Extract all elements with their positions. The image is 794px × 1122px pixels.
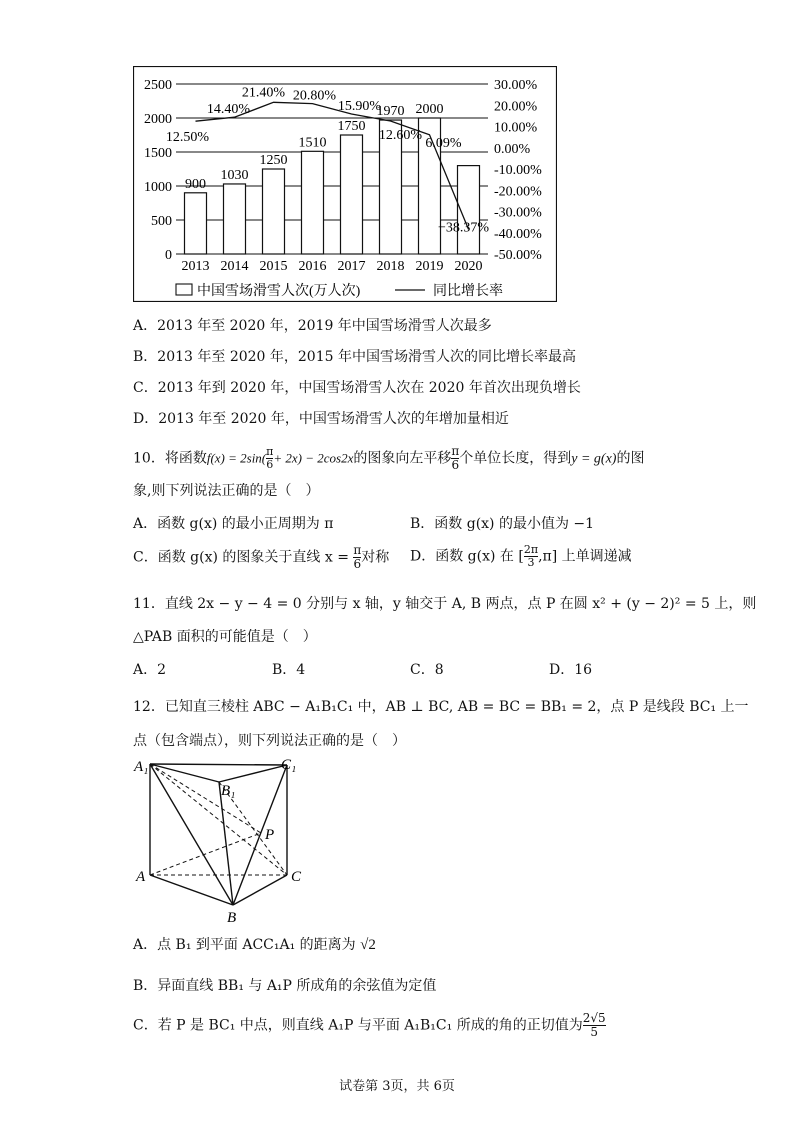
x-tick-label: 2019: [415, 259, 444, 274]
edge-a1-b1: [150, 764, 219, 782]
q10-option-c-post: 对称: [361, 549, 390, 566]
q10-func2: + 2x) − 2cos2x: [273, 450, 354, 466]
q10-number: 10．: [133, 450, 165, 467]
y-left-tick-label: 1000: [144, 180, 172, 195]
q10-option-d-text: D．函数 g(x) 在 [: [410, 548, 524, 565]
q10-text4: 的图: [616, 450, 645, 467]
q12-option-c: [133, 1012, 606, 1046]
x-tick-label: 2020: [454, 259, 483, 274]
q10-frac2: $\frac{\pi}{6}$: [451, 444, 460, 472]
label-b: B: [227, 910, 237, 925]
y-right-tick-label: -20.00%: [494, 184, 542, 200]
bar-line-chart: [133, 66, 557, 302]
y-right-tick-label: -10.00%: [494, 163, 542, 178]
q12-option-c-text: C．若 P 是 BC₁ 中点，则直线 A₁P 与平面 A₁B₁C₁ 所成的角的正切值为: [133, 1017, 583, 1034]
y-right-tick-label: -40.00%: [494, 226, 542, 242]
line-value-label: 14.40%: [206, 102, 251, 118]
label-c: C: [291, 869, 302, 885]
prism-figure: [133, 755, 323, 925]
bar-value-label: 1750: [337, 119, 366, 134]
q10-option-a: A．函数 g(x) 的最小正周期为 π: [133, 516, 334, 532]
y-right-tick-label: 30.00%: [494, 78, 538, 93]
legend-line-label: 同比增长率: [433, 284, 503, 299]
legend-bar-label: 中国雪场滑雪人次(万人次): [197, 284, 361, 299]
edge-b-c1: [233, 765, 287, 905]
bar-value-label: 1030: [220, 167, 249, 183]
q10-option-c-frac: $\frac{\pi}{6}$: [353, 543, 362, 571]
label-p: P: [265, 827, 275, 843]
q11-option-b: B．4: [272, 662, 306, 678]
edge-b-c: [233, 875, 287, 905]
q12-option-c-frac: $\frac{2√5}{5}$: [582, 1011, 606, 1039]
edge-b1-c1: [219, 765, 287, 782]
q12-option-a: [133, 935, 376, 955]
line-value-label: 15.90%: [337, 98, 382, 114]
bar: [341, 135, 363, 254]
bar-value-label: 1250: [259, 153, 288, 168]
edge-a1-p-dashed: [150, 764, 261, 833]
y-left-tick-label: 2000: [144, 112, 172, 127]
q11-option-a: A．2: [133, 662, 167, 678]
line-value-label: 21.40%: [241, 85, 286, 101]
legend-bar-swatch: [176, 284, 192, 295]
q12-line2: 点（包含端点），则下列说法正确的是（ ）: [133, 733, 406, 749]
bar: [263, 169, 285, 254]
line-value-label: 12.50%: [165, 130, 210, 146]
y-right-tick-label: 10.00%: [494, 120, 538, 136]
q11-line1: 11．直线 2x − y − 4 = 0 分别与 x 轴，y 轴交于 A, B 两点，点 P 在圆 x² + (y − 2)² = 5 上，则: [133, 596, 757, 612]
q10-line1: [133, 445, 644, 475]
y-right-tick-label: -50.00%: [494, 248, 542, 263]
x-tick-label: 2015: [259, 259, 288, 274]
x-tick-label: 2016: [298, 259, 327, 274]
y-right-tick-label: 0.00%: [494, 141, 531, 157]
q9-option-a: A．2013 年至 2020 年，2019 年中国雪场滑雪人次最多: [133, 318, 492, 334]
bar: [224, 184, 246, 254]
y-left-tick-label: 0: [165, 248, 172, 263]
q10-option-b: B．函数 g(x) 的最小值为 −1: [410, 516, 595, 532]
q10-func: f(x) = 2sin(: [206, 450, 267, 466]
q10-frac1: $\frac{\pi}{6}$: [266, 445, 274, 471]
line-value-label: −38.37%: [437, 220, 490, 236]
bar-value-label: 1970: [376, 104, 405, 120]
bar-value-label: 1510: [298, 135, 327, 151]
y-left-tick-label: 500: [151, 214, 172, 229]
x-tick-label: 2018: [376, 259, 405, 274]
q11-line2: △PAB 面积的可能值是（ ）: [133, 629, 317, 645]
line-value-label: 12.60%: [378, 127, 423, 143]
y-left-tick-label: 1500: [144, 146, 172, 161]
q12-line1: 12．已知直三棱柱 ABC − A₁B₁C₁ 中，AB ⊥ BC, AB = BC = BB₁ = 2，点 P 是线段 BC₁ 上一: [133, 699, 749, 715]
line-value-label: 6.09%: [425, 135, 462, 151]
bar: [302, 151, 324, 254]
q11-option-d: D．16: [549, 662, 593, 678]
edge-b1-b: [219, 782, 236, 905]
page-footer: 试卷第 3页，共 6页: [339, 1079, 455, 1094]
q10-line2: 象,则下列说法正确的是（ ）: [133, 483, 320, 499]
x-tick-label: 2013: [181, 259, 210, 274]
q12-option-a-text: A．点 B₁ 到平面 ACC₁A₁ 的距离为: [133, 937, 356, 953]
edge-a-p-dashed: [150, 833, 261, 875]
q10-option-d-post: ,π] 上单调递减: [538, 548, 632, 565]
x-tick-label: 2017: [337, 259, 366, 274]
edge-a1-c1: [150, 764, 287, 765]
bar-value-label: 2000: [415, 102, 444, 117]
q12-option-a-value: √2: [360, 937, 376, 953]
q10-text2: 的图象向左平移: [353, 450, 452, 467]
q10-option-c-text: C．函数 g(x) 的图象关于直线 x =: [133, 549, 349, 566]
q10-option-c: [133, 544, 389, 576]
y-right-tick-label: 20.00%: [494, 99, 538, 115]
q9-option-c: C．2013 年到 2020 年，中国雪场滑雪人次在 2020 年首次出现负增长: [133, 380, 581, 396]
bar-value-label: 900: [185, 176, 206, 192]
q10-g: y = g(x): [571, 451, 617, 467]
x-tick-label: 2014: [220, 259, 249, 274]
edge-a-b: [150, 875, 233, 905]
q10-option-d: [410, 544, 632, 576]
q9-option-d: D．2013 年至 2020 年，中国雪场滑雪人次的年增加量相近: [133, 411, 509, 427]
q10-text1: 将函数: [164, 450, 207, 467]
q11-option-c: C．8: [410, 662, 444, 678]
bar: [185, 193, 207, 254]
label-b1: B₁: [221, 783, 236, 799]
label-a1: A₁: [134, 759, 149, 775]
q10-option-d-frac: $\frac{2\pi}{3}$: [523, 543, 539, 569]
label-a: A: [136, 869, 146, 885]
y-left-tick-label: 2500: [144, 78, 172, 93]
q12-option-b: B．异面直线 BB₁ 与 A₁P 所成角的余弦值为定值: [133, 978, 437, 994]
line-value-label: 20.80%: [292, 88, 337, 104]
label-c1: C₁: [281, 757, 297, 773]
chart-container: [133, 66, 557, 302]
q10-text3: 个单位长度，得到: [459, 450, 572, 467]
y-right-tick-label: -30.00%: [494, 205, 542, 221]
q9-option-b: B．2013 年至 2020 年，2015 年中国雪场滑雪人次的同比增长率最高: [133, 349, 576, 365]
